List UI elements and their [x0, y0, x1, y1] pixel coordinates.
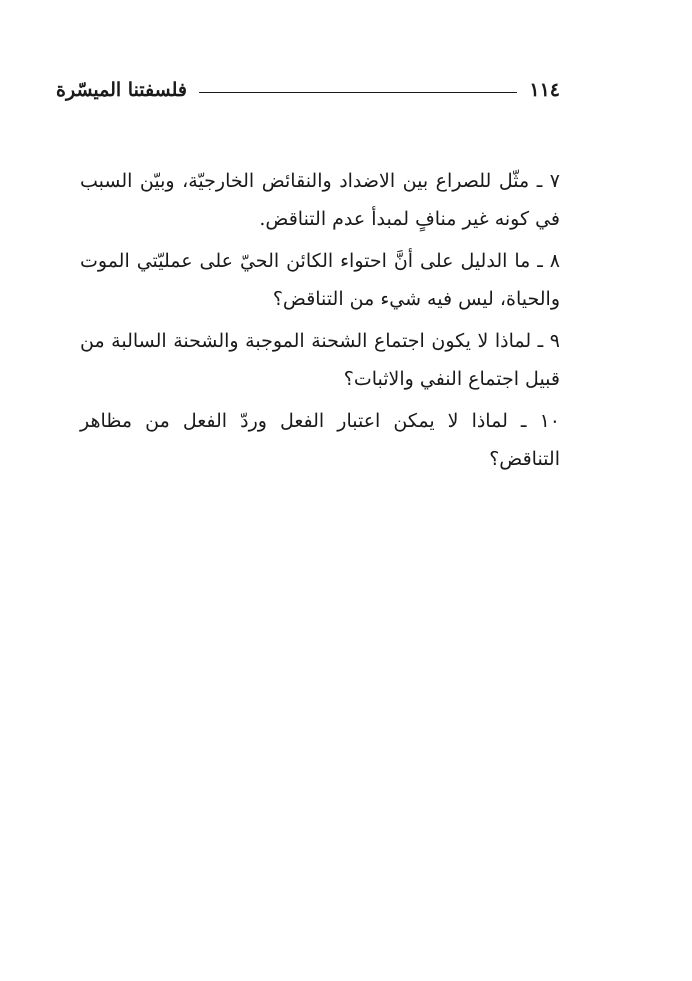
question-number: ٩	[549, 330, 561, 352]
question-10	[80, 402, 560, 478]
question-number: ١٠	[539, 410, 560, 432]
question-separator: ـ	[529, 170, 550, 192]
review-questions	[80, 162, 560, 482]
book-title: فلسفتنا الميسّرة	[56, 79, 187, 101]
question-separator: ـ	[531, 330, 550, 352]
question-text: مثّل للصراع بين الاضداد والنقائض الخارجيّة، وبيّن السبب في كونه غير منافٍ لمبدأ عدم التناقض.	[80, 170, 560, 230]
running-header	[56, 74, 560, 106]
question-7	[80, 162, 560, 238]
question-separator: ـ	[530, 250, 550, 272]
question-number: ٨	[549, 250, 560, 272]
question-text: ما الدليل على أنَّ احتواء الكائن الحيّ على عمليّتي الموت والحياة، ليس فيه شيء من التناقض؟	[80, 250, 560, 310]
question-text: لماذا لا يكون اجتماع الشحنة الموجبة والشحنة السالبة من قبيل اجتماع النفي والاثبات؟	[80, 330, 560, 390]
page-number: ١١٤	[529, 79, 560, 101]
question-text: لماذا لا يمكن اعتبار الفعل وردّ الفعل من مظاهر التناقض؟	[80, 410, 560, 470]
header-rule	[199, 92, 517, 93]
question-8	[80, 242, 560, 318]
question-number: ٧	[549, 170, 561, 192]
question-separator: ـ	[507, 410, 540, 432]
question-9	[80, 322, 560, 398]
